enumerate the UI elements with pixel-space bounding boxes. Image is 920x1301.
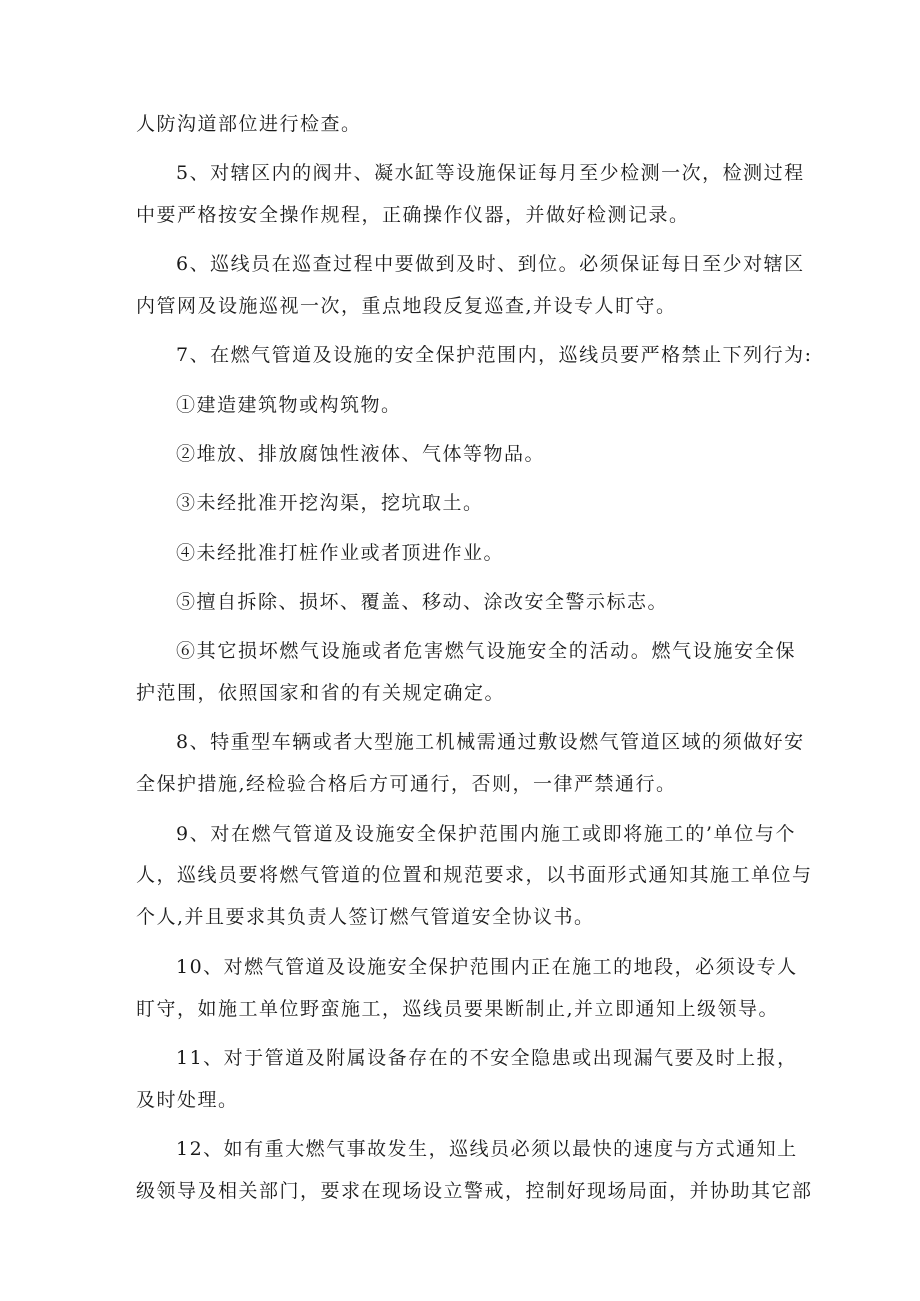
paragraph-5-line-2: 中要严格按安全操作规程，正确操作仪器，并做好检测记录。: [136, 204, 690, 226]
paragraph-8-line-2: 全保护措施,经检验合格后方可通行，否则，一律严禁通行。: [136, 773, 677, 795]
paragraph-6-line-2: 内管网及设施巡视一次，重点地段反复巡查,并设专人盯守。: [136, 295, 677, 317]
list-item-6-line-2: 护范围，依照国家和省的有关规定确定。: [136, 682, 506, 704]
list-item-3: ③未经批准开挖沟渠，挖坑取土。: [176, 492, 484, 514]
paragraph-8-line-1: 8、特重型车辆或者大型施工机械需通过敷设燃气管道区域的须做好安: [176, 731, 805, 753]
paragraph-10-line-1: 10、对燃气管道及设施安全保护范围内正在施工的地段，必须设专人: [176, 956, 798, 978]
paragraph-5-line-1: 5、对辖区内的阀井、凝水缸等设施保证每月至少检测一次，检测过程: [176, 162, 805, 184]
paragraph-9-line-2: 人，巡线员要将燃气管道的位置和规范要求，以书面形式通知其施工单位与: [136, 864, 813, 886]
list-item-2: ②堆放、排放腐蚀性液体、气体等物品。: [176, 443, 546, 465]
text-line: 人防沟道部位进行检查。: [136, 113, 362, 135]
list-item-5: ⑤擅自拆除、损坏、覆盖、移动、涂改安全警示标志。: [176, 591, 669, 613]
paragraph-9-line-1: 9、对在燃气管道及设施安全保护范围内施工或即将施工的’单位与个: [176, 823, 796, 845]
paragraph-10-line-2: 盯守，如施工单位野蛮施工，巡线员要果断制止,并立即通知上级领导。: [136, 998, 780, 1020]
list-item-6-line-1: ⑥其它损坏燃气设施或者危害燃气设施安全的活动。燃气设施安全保: [176, 640, 796, 662]
paragraph-11-line-2: 及时处理。: [136, 1089, 239, 1111]
paragraph-12-line-1: 12、如有重大燃气事故发生，巡线员必须以最快的速度与方式通知上: [176, 1138, 798, 1160]
paragraph-7-line-1: 7、在燃气管道及设施的安全保护范围内，巡线员要严格禁止下列行为:: [176, 344, 813, 366]
list-item-1: ①建造建筑物或构筑物。: [176, 394, 402, 416]
paragraph-12-line-2: 级领导及相关部门，要求在现场设立警戒，控制好现场局面，并协助其它部: [136, 1180, 813, 1202]
paragraph-9-line-3: 个人,并且要求其负责人签订燃气管道安全协议书。: [136, 906, 595, 928]
list-item-4: ④未经批准打桩作业或者顶进作业。: [176, 542, 505, 564]
paragraph-11-line-1: 11、对于管道及附属设备存在的不安全隐患或出现漏气要及时上报，: [176, 1047, 798, 1069]
paragraph-6-line-1: 6、巡线员在巡查过程中要做到及时、到位。必须保证每日至少对辖区: [176, 253, 805, 275]
